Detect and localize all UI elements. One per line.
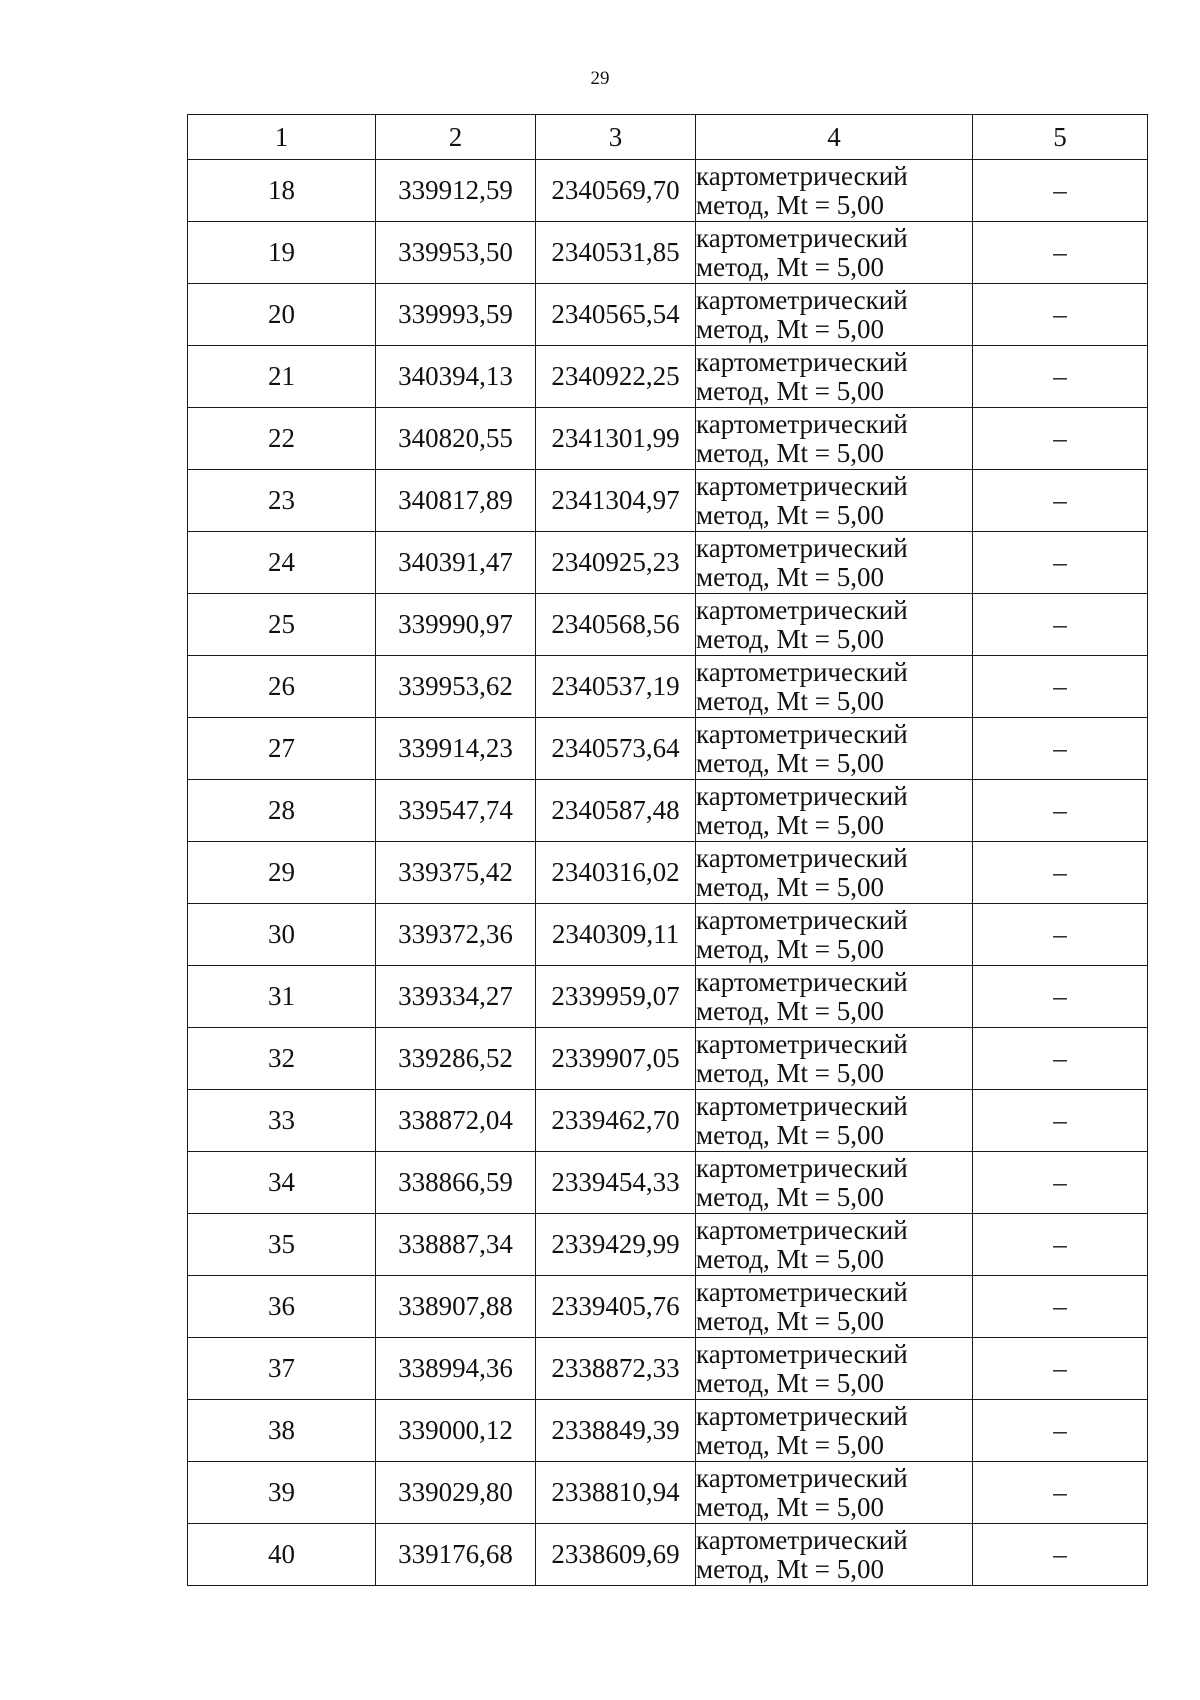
method-line-2: метод, Mt = 5,00 <box>696 1119 884 1150</box>
method-line-1: картометрический <box>696 346 908 377</box>
method-line-1: картометрический <box>696 656 908 687</box>
method-line-1: картометрический <box>696 532 908 563</box>
coord-x: 338866,59 <box>376 1152 536 1214</box>
method-line-2: метод, Mt = 5,00 <box>696 561 884 592</box>
coord-x: 339953,50 <box>376 222 536 284</box>
point-number: 24 <box>188 532 376 594</box>
header-col-3: 3 <box>536 115 696 160</box>
note-cell: – <box>973 1028 1148 1090</box>
note-cell: – <box>973 222 1148 284</box>
coord-x: 338887,34 <box>376 1214 536 1276</box>
method-line-1: картометрический <box>696 718 908 749</box>
note-cell: – <box>973 408 1148 470</box>
coord-y: 2339959,07 <box>536 966 696 1028</box>
method-cell <box>696 780 973 842</box>
table-row <box>188 1276 1148 1338</box>
method-cell <box>696 532 973 594</box>
method-line-2: метод, Mt = 5,00 <box>696 1243 884 1274</box>
coord-y: 2340316,02 <box>536 842 696 904</box>
table-row <box>188 222 1148 284</box>
method-line-2: метод, Mt = 5,00 <box>696 623 884 654</box>
page-number: 29 <box>590 68 610 89</box>
method-cell <box>696 470 973 532</box>
method-line-2: метод, Mt = 5,00 <box>696 871 884 902</box>
method-cell <box>696 718 973 780</box>
table-row <box>188 842 1148 904</box>
method-cell <box>696 966 973 1028</box>
point-number: 31 <box>188 966 376 1028</box>
table-row <box>188 532 1148 594</box>
method-line-1: картометрический <box>696 1152 908 1183</box>
note-cell: – <box>973 718 1148 780</box>
point-number: 26 <box>188 656 376 718</box>
table-row <box>188 1152 1148 1214</box>
coord-x: 339334,27 <box>376 966 536 1028</box>
point-number: 35 <box>188 1214 376 1276</box>
coord-y: 2340565,54 <box>536 284 696 346</box>
method-line-1: картометрический <box>696 780 908 811</box>
coord-y: 2339462,70 <box>536 1090 696 1152</box>
method-line-1: картометрический <box>696 1276 908 1307</box>
method-line-2: метод, Mt = 5,00 <box>696 313 884 344</box>
method-line-2: метод, Mt = 5,00 <box>696 1553 884 1584</box>
method-line-2: метод, Mt = 5,00 <box>696 1057 884 1088</box>
method-cell <box>696 222 973 284</box>
point-number: 21 <box>188 346 376 408</box>
point-number: 27 <box>188 718 376 780</box>
method-cell <box>696 1338 973 1400</box>
method-line-2: метод, Mt = 5,00 <box>696 499 884 530</box>
table-row <box>188 1462 1148 1524</box>
coord-x: 338872,04 <box>376 1090 536 1152</box>
method-line-2: метод, Mt = 5,00 <box>696 1491 884 1522</box>
method-cell <box>696 1462 973 1524</box>
point-number: 39 <box>188 1462 376 1524</box>
coord-y: 2340569,70 <box>536 160 696 222</box>
point-number: 25 <box>188 594 376 656</box>
table-row <box>188 1524 1148 1586</box>
point-number: 34 <box>188 1152 376 1214</box>
method-line-1: картометрический <box>696 842 908 873</box>
method-line-2: метод, Mt = 5,00 <box>696 375 884 406</box>
method-cell <box>696 1152 973 1214</box>
method-line-2: метод, Mt = 5,00 <box>696 747 884 778</box>
method-line-1: картометрический <box>696 1090 908 1121</box>
method-line-1: картометрический <box>696 1214 908 1245</box>
table-row <box>188 1338 1148 1400</box>
coord-x: 339953,62 <box>376 656 536 718</box>
point-number: 18 <box>188 160 376 222</box>
method-cell <box>696 1400 973 1462</box>
point-number: 38 <box>188 1400 376 1462</box>
coord-x: 339286,52 <box>376 1028 536 1090</box>
method-line-1: картометрический <box>696 284 908 315</box>
note-cell: – <box>973 1276 1148 1338</box>
method-line-1: картометрический <box>696 1400 908 1431</box>
coord-y: 2340925,23 <box>536 532 696 594</box>
method-line-1: картометрический <box>696 1338 908 1369</box>
method-cell <box>696 656 973 718</box>
point-number: 29 <box>188 842 376 904</box>
note-cell: – <box>973 1338 1148 1400</box>
coord-y: 2340309,11 <box>536 904 696 966</box>
point-number: 33 <box>188 1090 376 1152</box>
coord-x: 339547,74 <box>376 780 536 842</box>
method-line-2: метод, Mt = 5,00 <box>696 1181 884 1212</box>
method-line-1: картометрический <box>696 408 908 439</box>
method-cell <box>696 594 973 656</box>
coord-x: 339029,80 <box>376 1462 536 1524</box>
note-cell: – <box>973 160 1148 222</box>
note-cell: – <box>973 284 1148 346</box>
header-col-5: 5 <box>973 115 1148 160</box>
header-col-1: 1 <box>188 115 376 160</box>
coord-x: 339912,59 <box>376 160 536 222</box>
coord-x: 339372,36 <box>376 904 536 966</box>
coord-x: 339000,12 <box>376 1400 536 1462</box>
note-cell: – <box>973 346 1148 408</box>
method-line-1: картометрический <box>696 470 908 501</box>
method-line-1: картометрический <box>696 160 908 191</box>
method-line-2: метод, Mt = 5,00 <box>696 437 884 468</box>
table-row <box>188 1214 1148 1276</box>
point-number: 36 <box>188 1276 376 1338</box>
point-number: 28 <box>188 780 376 842</box>
table-row <box>188 594 1148 656</box>
coord-x: 338907,88 <box>376 1276 536 1338</box>
method-line-1: картометрический <box>696 222 908 253</box>
coord-y: 2338810,94 <box>536 1462 696 1524</box>
coord-x: 340391,47 <box>376 532 536 594</box>
method-cell <box>696 1090 973 1152</box>
method-line-1: картометрический <box>696 594 908 625</box>
table-row <box>188 780 1148 842</box>
coord-y: 2341304,97 <box>536 470 696 532</box>
method-cell <box>696 1028 973 1090</box>
table-row <box>188 966 1148 1028</box>
method-line-1: картометрический <box>696 904 908 935</box>
note-cell: – <box>973 1400 1148 1462</box>
table-row <box>188 904 1148 966</box>
coord-y: 2340531,85 <box>536 222 696 284</box>
coord-y: 2339429,99 <box>536 1214 696 1276</box>
table-row <box>188 470 1148 532</box>
method-cell <box>696 842 973 904</box>
method-line-2: метод, Mt = 5,00 <box>696 1305 884 1336</box>
note-cell: – <box>973 656 1148 718</box>
coord-x: 340817,89 <box>376 470 536 532</box>
coord-y: 2339405,76 <box>536 1276 696 1338</box>
coord-y: 2338849,39 <box>536 1400 696 1462</box>
coord-y: 2338872,33 <box>536 1338 696 1400</box>
note-cell: – <box>973 1524 1148 1586</box>
method-line-2: метод, Mt = 5,00 <box>696 995 884 1026</box>
coord-x: 339375,42 <box>376 842 536 904</box>
coord-y: 2341301,99 <box>536 408 696 470</box>
method-line-2: метод, Mt = 5,00 <box>696 1367 884 1398</box>
table-row <box>188 284 1148 346</box>
table-row <box>188 1028 1148 1090</box>
table-header <box>188 115 1148 160</box>
point-number: 23 <box>188 470 376 532</box>
method-line-1: картометрический <box>696 966 908 997</box>
note-cell: – <box>973 1152 1148 1214</box>
header-col-2: 2 <box>376 115 536 160</box>
table-row <box>188 408 1148 470</box>
point-number: 19 <box>188 222 376 284</box>
method-line-1: картометрический <box>696 1524 908 1555</box>
point-number: 37 <box>188 1338 376 1400</box>
method-line-2: метод, Mt = 5,00 <box>696 685 884 716</box>
method-line-2: метод, Mt = 5,00 <box>696 1429 884 1460</box>
method-cell <box>696 284 973 346</box>
table-body <box>188 160 1148 1586</box>
note-cell: – <box>973 966 1148 1028</box>
method-line-1: картометрический <box>696 1462 908 1493</box>
coord-y: 2339454,33 <box>536 1152 696 1214</box>
method-line-2: метод, Mt = 5,00 <box>696 933 884 964</box>
coord-y: 2340922,25 <box>536 346 696 408</box>
header-row <box>188 115 1148 160</box>
note-cell: – <box>973 1462 1148 1524</box>
point-number: 32 <box>188 1028 376 1090</box>
coord-x: 340820,55 <box>376 408 536 470</box>
table-row <box>188 160 1148 222</box>
table-row <box>188 346 1148 408</box>
note-cell: – <box>973 594 1148 656</box>
coord-x: 338994,36 <box>376 1338 536 1400</box>
table-row <box>188 1400 1148 1462</box>
note-cell: – <box>973 904 1148 966</box>
method-cell <box>696 408 973 470</box>
coord-y: 2340537,19 <box>536 656 696 718</box>
coord-x: 339176,68 <box>376 1524 536 1586</box>
coord-y: 2340587,48 <box>536 780 696 842</box>
point-number: 22 <box>188 408 376 470</box>
method-cell <box>696 160 973 222</box>
coord-x: 340394,13 <box>376 346 536 408</box>
coord-x: 339993,59 <box>376 284 536 346</box>
method-cell <box>696 346 973 408</box>
method-line-2: метод, Mt = 5,00 <box>696 189 884 220</box>
table-row <box>188 656 1148 718</box>
method-cell <box>696 1214 973 1276</box>
point-number: 40 <box>188 1524 376 1586</box>
note-cell: – <box>973 780 1148 842</box>
note-cell: – <box>973 1090 1148 1152</box>
coord-x: 339914,23 <box>376 718 536 780</box>
point-number: 30 <box>188 904 376 966</box>
method-cell <box>696 904 973 966</box>
point-number: 20 <box>188 284 376 346</box>
coord-y: 2340573,64 <box>536 718 696 780</box>
method-line-2: метод, Mt = 5,00 <box>696 251 884 282</box>
coord-y: 2340568,56 <box>536 594 696 656</box>
note-cell: – <box>973 1214 1148 1276</box>
method-line-2: метод, Mt = 5,00 <box>696 809 884 840</box>
method-cell <box>696 1524 973 1586</box>
note-cell: – <box>973 470 1148 532</box>
coordinates-table <box>187 114 1148 1586</box>
note-cell: – <box>973 532 1148 594</box>
note-cell: – <box>973 842 1148 904</box>
method-line-1: картометрический <box>696 1028 908 1059</box>
coord-x: 339990,97 <box>376 594 536 656</box>
coord-y: 2339907,05 <box>536 1028 696 1090</box>
header-col-4: 4 <box>696 115 973 160</box>
coord-y: 2338609,69 <box>536 1524 696 1586</box>
method-cell <box>696 1276 973 1338</box>
table-row <box>188 1090 1148 1152</box>
table-row <box>188 718 1148 780</box>
